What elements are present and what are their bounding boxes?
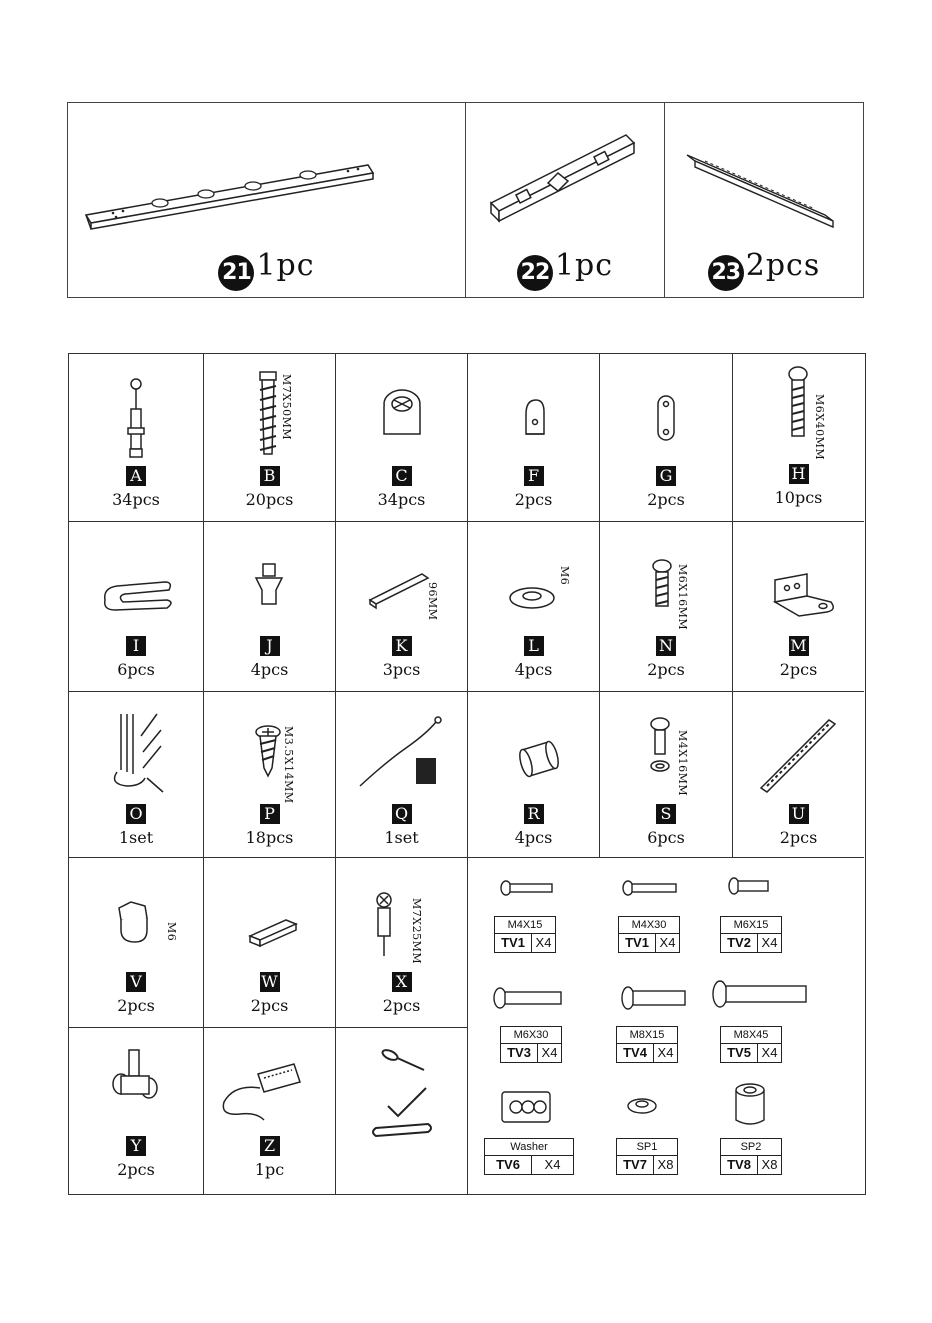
tv-spec: M4X15	[494, 916, 556, 933]
part-letter: B	[260, 466, 280, 486]
part-qty: 6pcs	[117, 660, 155, 679]
tools-icon	[336, 1028, 468, 1194]
part-qty: 34pcs	[377, 490, 426, 509]
part-J-cell	[204, 522, 336, 692]
tv-part-tag	[484, 1138, 574, 1175]
tv-count: X8	[657, 1157, 674, 1172]
part-M-cell	[733, 522, 864, 692]
tv-part-tag	[618, 916, 680, 953]
hardware-grid	[68, 353, 866, 1195]
tv-count: X4	[659, 935, 676, 950]
part-qty: 1pc	[256, 248, 315, 283]
part-qty: 2pcs	[745, 248, 821, 283]
part-number-badge: 22	[517, 255, 553, 291]
part-X-cell	[336, 858, 468, 1028]
part-F-cell	[468, 354, 600, 522]
part-letter: K	[392, 636, 412, 656]
part-size-label: M4X16MM	[676, 730, 689, 797]
part-R-cell	[468, 692, 600, 858]
part-N-cell	[600, 522, 733, 692]
tv-code: TV6	[485, 1156, 532, 1174]
part-qty: 20pcs	[245, 490, 294, 509]
part-P-cell	[204, 692, 336, 858]
tv-spec: SP1	[616, 1138, 678, 1155]
part-qty: 2pcs	[514, 490, 553, 509]
part-qty: 2pcs	[779, 828, 818, 847]
part-letter: R	[524, 804, 544, 824]
part-qty: 4pcs	[250, 660, 289, 679]
tv-spec: M4X30	[618, 916, 680, 933]
tv-code: TV8	[721, 1156, 758, 1174]
tv-spec: Washer	[484, 1138, 574, 1155]
part-Q-cell	[336, 692, 468, 858]
part-qty: 18pcs	[245, 828, 294, 847]
tv-part-tag	[500, 1026, 562, 1063]
tv-spec: M8X45	[720, 1026, 782, 1043]
part-Y-cell	[69, 1028, 204, 1194]
part-V-cell	[69, 858, 204, 1028]
tv-count: X4	[761, 1045, 778, 1060]
part-letter: X	[392, 972, 412, 992]
part-qty: 6pcs	[647, 828, 685, 847]
part-O-cell	[69, 692, 204, 858]
part-letter: L	[524, 636, 544, 656]
part-letter: P	[260, 804, 280, 824]
part-qty: 1pc	[554, 248, 614, 283]
part-W-cell	[204, 858, 336, 1028]
part-qty: 2pcs	[382, 996, 421, 1015]
part-qty: 1set	[384, 828, 419, 847]
part-size-label: M7X50MM	[280, 374, 293, 441]
part-size-label: M3.5X14MM	[282, 726, 295, 804]
part-letter: I	[126, 636, 146, 656]
part-letter: U	[789, 804, 809, 824]
part-U-cell	[733, 692, 864, 858]
part-size-label: M6X40MM	[813, 394, 826, 461]
tv-part-tag	[720, 1026, 782, 1063]
part-letter: Y	[126, 1136, 146, 1156]
tv-part-tag	[494, 916, 556, 953]
part-G-cell	[600, 354, 733, 522]
part-letter: G	[656, 466, 676, 486]
part-qty: 2pcs	[250, 996, 289, 1015]
part-letter: Z	[260, 1136, 280, 1156]
tv-code: TV1	[495, 934, 532, 952]
part-qty: 2pcs	[647, 490, 685, 509]
part-21-label	[68, 248, 465, 291]
tv-spec: SP2	[720, 1138, 782, 1155]
part-L-cell	[468, 522, 600, 692]
part-letter: S	[656, 804, 676, 824]
part-qty: 2pcs	[647, 660, 685, 679]
part-22-label	[466, 248, 664, 291]
large-parts-table	[67, 102, 864, 298]
part-qty: 2pcs	[117, 996, 155, 1015]
tv-spec: M6X15	[720, 916, 782, 933]
tv-code: TV1	[619, 934, 656, 952]
tv-code: TV3	[501, 1044, 538, 1062]
tv-count: X4	[541, 1045, 558, 1060]
part-I-cell	[69, 522, 204, 692]
part-number-badge: 23	[708, 255, 744, 291]
tv-count: X4	[761, 935, 778, 950]
part-qty: 4pcs	[514, 828, 553, 847]
part-Z-cell	[204, 1028, 336, 1194]
tv-code: TV7	[617, 1156, 654, 1174]
part-letter: M	[790, 636, 807, 655]
part-letter: Q	[392, 804, 412, 824]
part-K-cell	[336, 522, 468, 692]
part-letter: J	[260, 636, 280, 656]
tv-count: X4	[535, 935, 552, 950]
part-size-label: M7X25MM	[410, 898, 423, 965]
part-letter: C	[392, 466, 412, 486]
tv-count: X4	[657, 1045, 674, 1060]
tv-code: TV5	[721, 1044, 758, 1062]
part-letter: H	[789, 464, 809, 484]
part-letter: N	[656, 636, 676, 656]
tv-spec: M6X30	[500, 1026, 562, 1043]
part-qty: 1set	[118, 828, 154, 847]
part-qty: 10pcs	[774, 488, 823, 507]
part-qty: 3pcs	[382, 660, 421, 679]
part-size-label: M6	[558, 566, 571, 586]
tv-part-tag	[720, 1138, 782, 1175]
part-21-cell	[68, 103, 466, 297]
part-A-cell	[69, 354, 204, 522]
part-size-label: 96MM	[426, 582, 439, 621]
part-S-cell	[600, 692, 733, 858]
part-23-cell	[665, 103, 863, 297]
part-letter: V	[126, 972, 146, 992]
part-number-badge: 21	[218, 255, 254, 291]
tv-code: TV4	[617, 1044, 654, 1062]
part-23-label	[665, 248, 863, 291]
part-B-cell	[204, 354, 336, 522]
part-H-cell	[733, 354, 864, 522]
part-size-label: M6X16MM	[676, 564, 689, 631]
tv-count: X8	[761, 1157, 778, 1172]
part-22-cell	[466, 103, 665, 297]
part-qty: 34pcs	[112, 490, 160, 509]
tv-spec: M8X15	[616, 1026, 678, 1043]
part-letter: W	[261, 972, 278, 991]
tv-hardware-block	[468, 858, 864, 1194]
part-size-label: M6	[165, 922, 178, 942]
part-letter: A	[126, 466, 146, 486]
tv-count: X4	[544, 1157, 561, 1172]
part-qty: 4pcs	[514, 660, 553, 679]
tools-cell	[336, 1028, 468, 1194]
part-letter: F	[524, 466, 544, 486]
part-qty: 1pc	[254, 1160, 285, 1179]
tv-part-tag	[616, 1138, 678, 1175]
tv-code: TV2	[721, 934, 758, 952]
tv-part-tag	[616, 1026, 678, 1063]
part-qty: 2pcs	[117, 1160, 155, 1179]
part-letter: O	[126, 804, 146, 824]
part-C-cell	[336, 354, 468, 522]
part-qty: 2pcs	[779, 660, 818, 679]
tv-part-tag	[720, 916, 782, 953]
